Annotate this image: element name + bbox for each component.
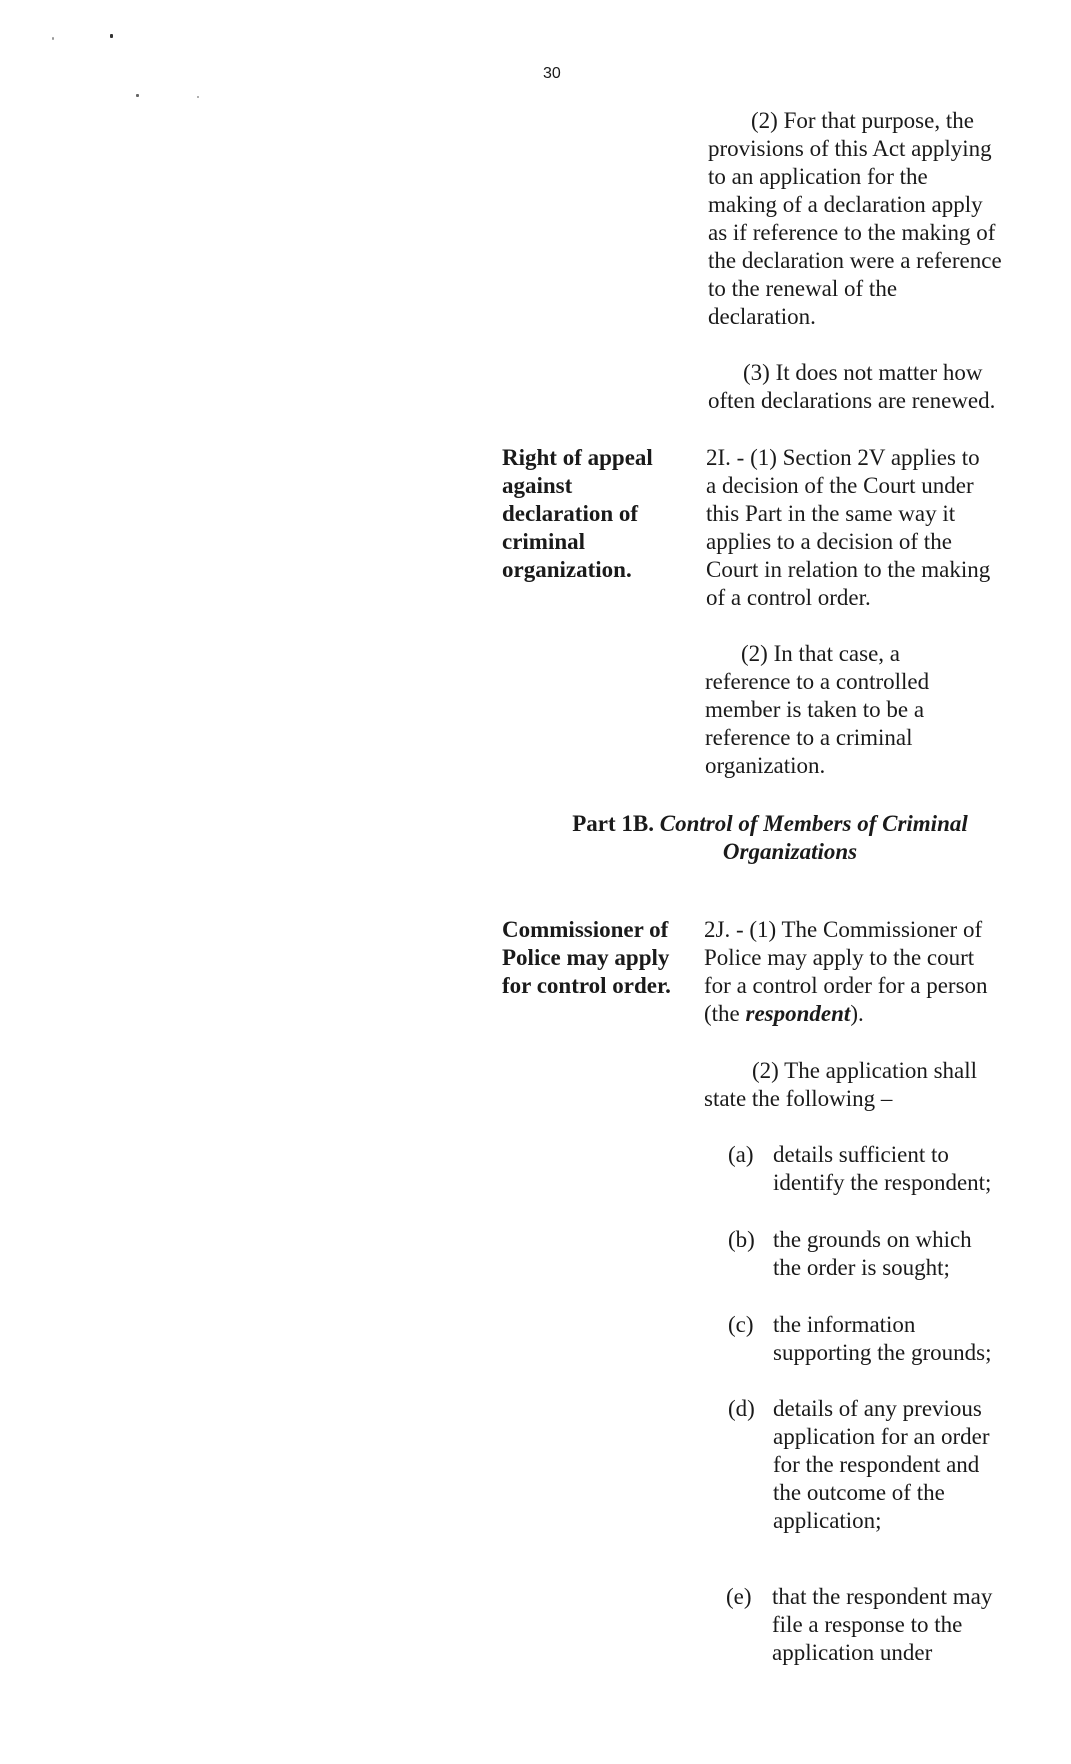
section-2J-paragraph-1: [704, 916, 1044, 1028]
section-2I-paragraph-1: 2I. - (1) Section 2V applies to a decision of the Court under this Part in the same way it applies to a decision of the Court in relation to the making of a control order.: [706, 445, 991, 610]
part-heading-label: Part 1B.: [572, 811, 655, 836]
page-number: 30: [543, 65, 561, 82]
scan-speck: [197, 96, 199, 98]
paragraph-3-renewed: (3) It does not matter how often declarations are renewed.: [708, 360, 996, 413]
paragraph-2-purpose: (2) For that purpose, the provisions of this Act applying to an application for the making of a declaration apply as if reference to the making of the declaration were a reference to the renewal of the declaration.: [708, 108, 1002, 329]
list-item-label: (a): [728, 1142, 754, 1167]
list-item-text: the grounds on which the order is sought;: [773, 1227, 972, 1280]
list-item-text: the information supporting the grounds;: [773, 1312, 992, 1365]
list-item-text: that the respondent may file a response to the application under: [772, 1584, 993, 1665]
list-item: [726, 1583, 1048, 1673]
scan-speck: [110, 34, 113, 38]
list-item-label: (b): [728, 1227, 755, 1252]
list-item-label: (d): [728, 1396, 755, 1421]
list-item-text: details of any previous application for an order for the respondent and the outcome of the application;: [773, 1396, 990, 1533]
list-item: [728, 1311, 1048, 1371]
margin-note-commissioner: Commissioner of Police may apply for control order.: [502, 917, 671, 998]
section-2J-paragraph-1-text: 2J. - (1) The Commissioner of Police may apply to the court for a control order for a person (the: [704, 917, 988, 1026]
list-item: [728, 1395, 1048, 1545]
list-item-text: details sufficient to identify the respondent;: [773, 1142, 992, 1195]
list-item: [728, 1226, 1048, 1286]
part-heading-title-line-2: Organizations: [722, 839, 858, 864]
part-heading-title: Control of Members of Criminal: [659, 811, 968, 836]
list-item-label: (c): [728, 1312, 754, 1337]
list-item: [728, 1141, 1048, 1201]
defined-term-respondent: respondent: [745, 1001, 851, 1026]
section-2I-paragraph-2: (2) In that case, a reference to a controlled member is taken to be a reference to a criminal organization.: [705, 641, 930, 778]
section-2J-paragraph-1-end: ).: [850, 1001, 864, 1026]
part-heading: [500, 810, 1040, 866]
section-2J-paragraph-2: (2) The application shall state the following –: [704, 1058, 978, 1111]
margin-note-right-of-appeal: Right of appeal against declaration of criminal organization.: [502, 445, 653, 582]
list-item-label: (e): [726, 1584, 752, 1609]
scan-speck: [136, 94, 139, 97]
scan-speck: [52, 37, 54, 40]
